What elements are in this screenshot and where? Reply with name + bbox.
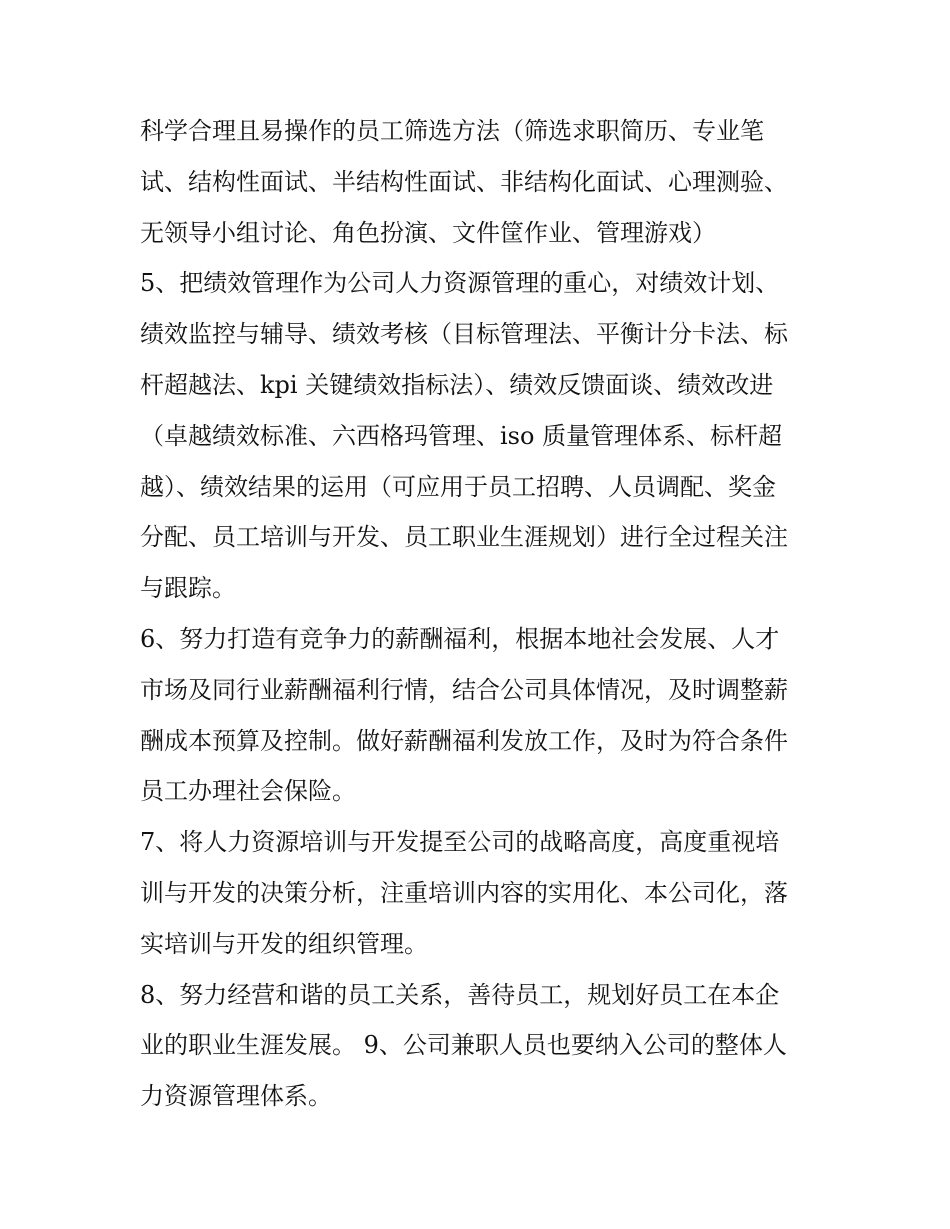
text-line: 6、努力打造有竞争力的薪酬福利，根据本地社会发展、人才 (140, 624, 780, 653)
text-line: 5、把绩效管理作为公司人力资源管理的重心，对绩效计划、 (140, 269, 780, 298)
text-line: 无领导小组讨论、角色扮演、文件筐作业、管理游戏） (140, 218, 716, 247)
text-line: 绩效监控与辅导、绩效考核（目标管理法、平衡计分卡法、标 (140, 320, 788, 349)
text-line: 杆超越法、kpi 关键绩效指标法）、绩效反馈面谈、绩效改进 (140, 370, 774, 399)
text-line: 酬成本预算及控制。做好薪酬福利发放工作，及时为符合条件 (140, 726, 788, 755)
text-line: 试、结构性面试、半结构性面试、非结构化面试、心理测验、 (140, 167, 788, 196)
text-line: 越）、绩效结果的运用（可应用于员工招聘、人员调配、奖金 (140, 472, 776, 501)
text-line: 分配、员工培训与开发、员工职业生涯规划）进行全过程关注 (140, 523, 788, 552)
document-body (140, 106, 820, 1122)
text-line: 训与开发的决策分析，注重培训内容的实用化、本公司化，落 (140, 878, 788, 907)
text-line: 7、将人力资源培训与开发提至公司的战略高度，高度重视培 (140, 828, 780, 857)
text-line: （卓越绩效标准、六西格玛管理、iso 质量管理体系、标杆超 (140, 421, 783, 450)
text-line: 员工办理社会保险。 (140, 777, 356, 806)
text-line: 力资源管理体系。 (140, 1082, 332, 1111)
text-line: 实培训与开发的组织管理。 (140, 929, 428, 958)
text-line: 市场及同行业薪酬福利行情，结合公司具体情况，及时调整薪 (140, 675, 788, 704)
text-line: 科学合理且易操作的员工筛选方法（筛选求职简历、专业笔 (140, 117, 764, 145)
text-line: 8、努力经营和谐的员工关系，善待员工，规划好员工在本企 (140, 980, 780, 1009)
text-line: 业的职业生涯发展。 9、公司兼职人员也要纳入公司的整体人 (140, 1031, 787, 1060)
text-line: 与跟踪。 (140, 574, 236, 603)
